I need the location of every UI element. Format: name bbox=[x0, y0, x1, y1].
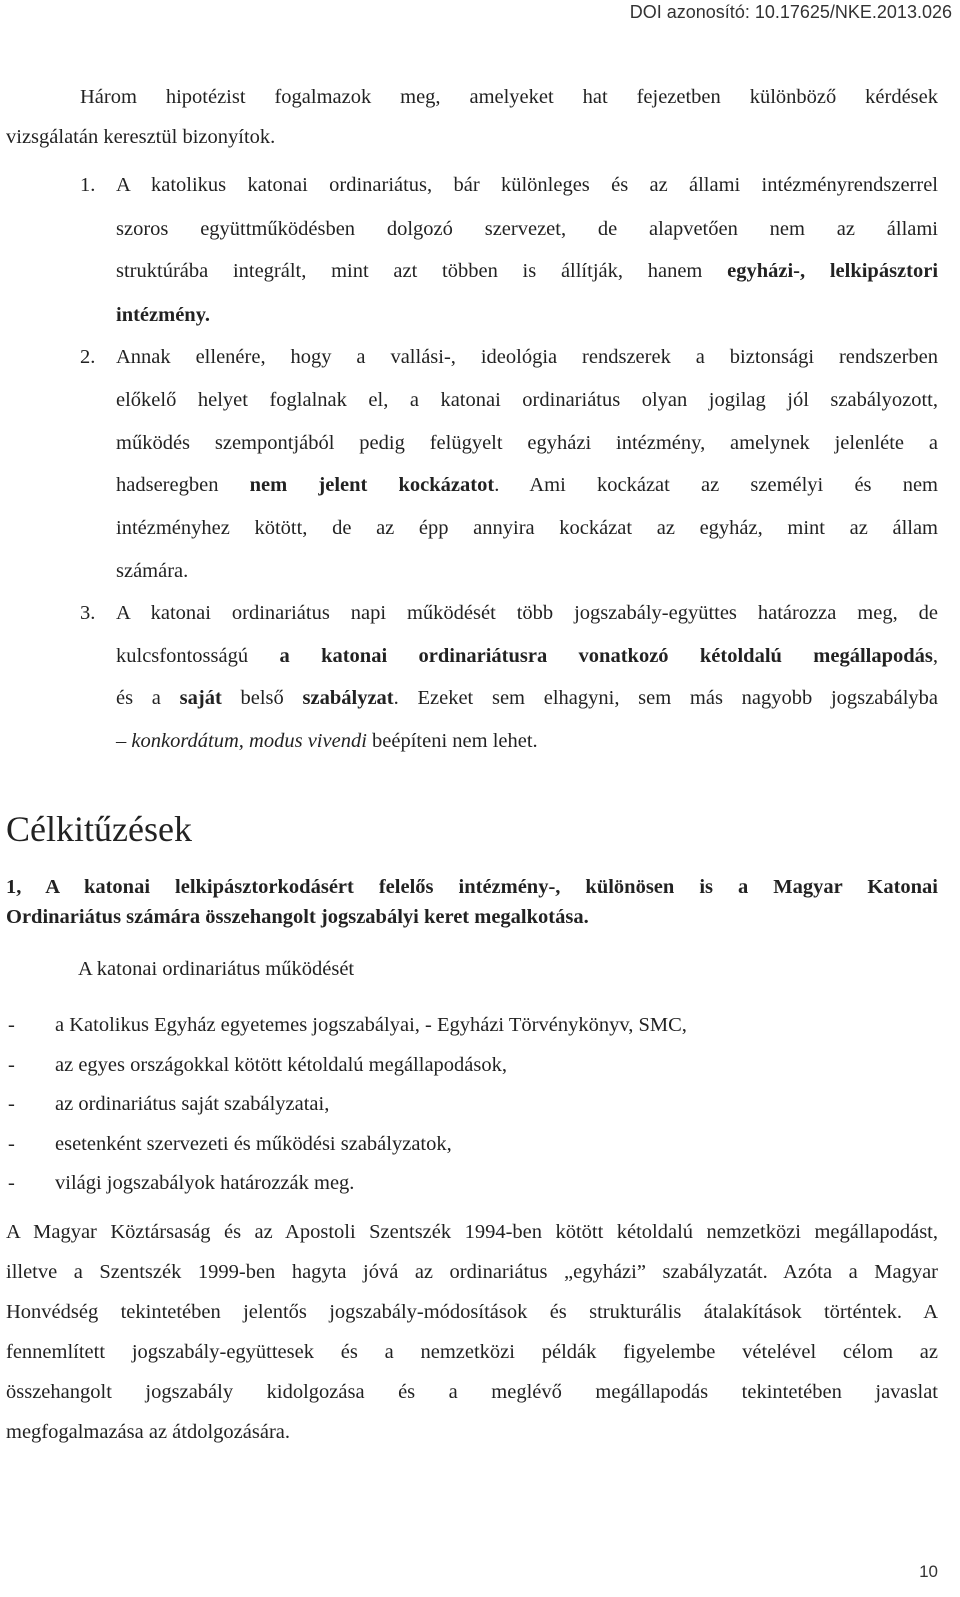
hypothesis-1-number: 1. bbox=[80, 174, 96, 196]
hypothesis-2-number: 2. bbox=[80, 346, 96, 368]
hypothesis-1-line-4: intézmény. bbox=[116, 304, 210, 326]
closing-line-2: illetve a Szentszék 1999-ben hagyta jóvá az ordinariátus „egyházi” szabályzatát. Azóta a Magyar bbox=[6, 1261, 938, 1283]
hypothesis-2-line-1: Annak ellenére, hogy a vallási-, ideológia rendszerek a biztonsági rendszerben bbox=[116, 346, 938, 368]
hypothesis-1-line-2: szoros együttműködésben dolgozó szervezet, de alapvetően nem az állami bbox=[116, 218, 938, 240]
hypothesis-2-line-3: működés szempontjából pedig felügyelt egyházi intézmény, amelynek jelenléte a bbox=[116, 432, 938, 454]
intro-line-2: vizsgálatán keresztül bizonyítok. bbox=[6, 126, 276, 148]
hypothesis-3-number: 3. bbox=[80, 602, 96, 624]
closing-line-3: Honvédség tekintetében jelentős jogszabály-módosítások és strukturális átalakítások történtek. A bbox=[6, 1301, 938, 1323]
closing-line-1: A Magyar Köztársaság és az Apostoli Szentszék 1994-ben kötött kétoldalú nemzetközi megállapodást, bbox=[6, 1221, 938, 1243]
intro-line-1: Három hipotézist fogalmazok meg, amelyeket hat fejezetben különböző kérdések bbox=[80, 86, 938, 108]
page-number: 10 bbox=[919, 1562, 938, 1581]
hypothesis-3-line-4: – konkordátum, modus vivendi beépíteni nem lehet. bbox=[116, 730, 538, 752]
closing-line-6: megfogalmazása az átdolgozására. bbox=[6, 1421, 290, 1443]
hypothesis-1-line-3: struktúrába integrált, mint azt többen is állítják, hanem egyházi-, lelkipásztori bbox=[116, 260, 939, 282]
doi-header: DOI azonosító: 10.17625/NKE.2013.026 bbox=[629, 2, 952, 22]
hypothesis-3-line-3: és a saját belső szabályzat. Ezeket sem elhagyni, sem más nagyobb jogszabályba bbox=[116, 687, 939, 709]
goal-line-2: Ordinariátus számára összehangolt jogszabályi keret megalkotása. bbox=[6, 906, 589, 928]
section-title: Célkitűzések bbox=[6, 809, 192, 849]
hypothesis-3-line-1: A katonai ordinariátus napi működését több jogszabály-együttes határozza meg, de bbox=[116, 602, 938, 624]
closing-line-5: összehangolt jogszabály kidolgozása és a meglévő megállapodás tekintetében javaslat bbox=[6, 1381, 938, 1403]
closing-line-4: fennemlített jogszabály-együttesek és a nemzetközi példák figyelembe vételével célom az bbox=[6, 1341, 938, 1363]
hypothesis-2-line-4: hadseregben nem jelent kockázatot. Ami kockázat az személyi és nem bbox=[116, 474, 938, 496]
hypothesis-1-line-1: A katolikus katonai ordinariátus, bár különleges és az állami intézményrendszerrel bbox=[116, 174, 938, 196]
hypothesis-2-line-2: előkelő helyet foglalnak el, a katonai ordinariátus olyan jogilag jól szabályozott, bbox=[116, 389, 938, 411]
goal-line-1: 1, A katonai lelkipásztorkodásért felelős intézmény-, különösen is a Magyar Katonai bbox=[6, 876, 938, 898]
hypothesis-2-line-5: intézményhez kötött, de az épp annyira kockázat az egyház, mint az állam bbox=[116, 517, 938, 539]
hypothesis-2-line-6: számára. bbox=[116, 560, 189, 582]
hypothesis-3-line-2: kulcsfontosságú a katonai ordinariátusra vonatkozó kétoldalú megállapodás, bbox=[116, 645, 938, 667]
goal-lead: A katonai ordinariátus működését bbox=[78, 958, 355, 980]
